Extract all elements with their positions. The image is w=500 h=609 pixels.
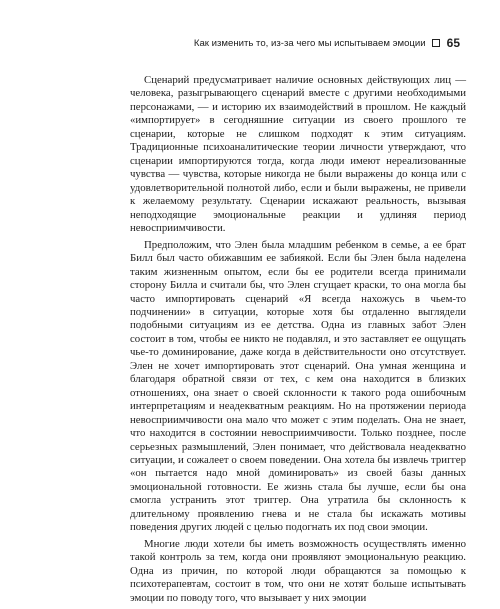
page-number: 65 <box>446 36 460 50</box>
body-text <box>130 74 466 609</box>
running-header <box>110 35 460 51</box>
square-icon <box>432 39 440 47</box>
paragraph: Многие люди хотели бы иметь возможность осуществлять именно такой контроль за тем, когда они проявляют эмоциональную реакцию. Одна из причин, по которой люди обращаются за помощью к психотерапевтам, состоит в том, что они не хотят больше испытывать эмоции по поводу того, что вызывает у них эмоции <box>130 538 466 604</box>
running-title: Как изменить то, из-за чего мы испытываем эмоции <box>193 37 426 49</box>
paragraph: Сценарий предусматривает наличие основных действующих лиц — человека, разыгрывающего сценарий вместе с другими необходимыми персонажами, — и историю их взаимодействий в прошлом. Не каждый «импортирует» в сегодняшние ситуации из своего прошлого те сценарии, которые не слишком подходят к этим ситуациям. Традиционные психоаналитические теории личности утверждают, что сценарии импортируются тогда, когда люди имеют нереализованные чувства — чувства, которые никогда не были выражены до конца или с удовлетворительной полнотой либо, если и были выражены, не привели к желаемому результату. Сценарии искажают реальность, вызывая неподходящие эмоциональные реакции и удлиняя период невосприимчивости. <box>130 74 466 234</box>
paragraph: Предположим, что Элен была младшим ребенком в семье, а ее брат Билл был часто обижавшим ее забиякой. Если бы Элен была наделена таким жизненным опытом, если бы ее родители всегда принимали сторону Билла и считали бы, что Элен сгущает краски, то она могла бы часто импортировать сценарий «Я всегда нахожусь в чьем-то подчинении» в ситуации, которые хотя бы отдаленно выглядели подобными ситуациям из ее детства. Одна из главных забот Элен состоит в том, чтобы ее никто не подавлял, и это заставляет ее ощущать чье-то доминирование, даже когда в действительности оно отсутствует. Элен не хочет импортировать этот сценарий. Она умная женщина и благодаря обратной связи от тех, с кем она находится в близких отношениях, она знает о своей склонности к такого рода ошибочным интерпретациям и неадекватным реакциям. Но на протяжении периода невосприимчивости она мало что может с этим поделать. Она не знает, что находится в состоянии невосприимчивости. Только позднее, после серьезных размышлений, Элен понимает, что действовала неадекватно ситуации, и сожалеет о своем поведении. Она хотела бы извлечь триггер «он пытается надо мной доминировать» из своей базы данных эмоциональной готовности. Ее жизнь стала бы лучше, если бы она смогла устранить этот триггер. Она утратила бы склонность к длительному проявлению гнева и не стала бы искажать мотивы поведения других людей с целью подогнать их под свои эмоции. <box>130 238 466 534</box>
